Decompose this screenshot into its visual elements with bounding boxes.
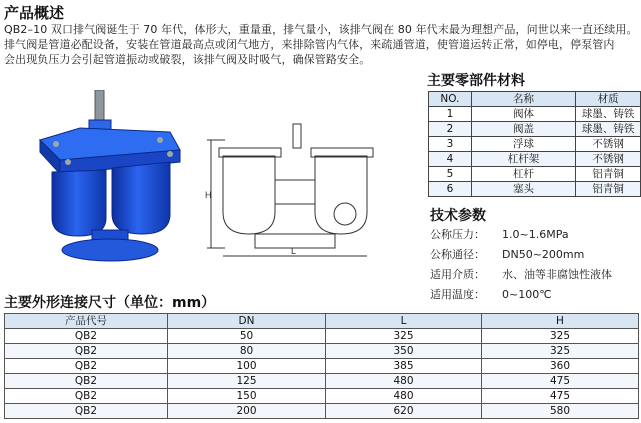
header-dn: DN [168,314,326,329]
cell: 350 [326,344,482,359]
header-l: L [326,314,482,329]
cell: QB2 [5,344,168,359]
cell: 不锈钢 [576,152,641,167]
table-row [429,107,641,122]
cell: QB2 [5,389,168,404]
cell: 铝青铜 [576,182,641,197]
table-row [429,152,641,167]
cell: 1 [429,107,472,122]
spec-label: 适用温度： [430,288,485,301]
cell: 阀盖 [471,122,575,137]
parts-title: 主要零部件材料 [427,73,525,89]
table-row [429,137,641,152]
spec-row [430,225,612,245]
spec-row [430,245,612,265]
valve-photo [20,90,196,262]
table-row [5,374,639,389]
cell: QB2 [5,404,168,419]
cell: 475 [482,389,639,404]
cell: 球墨、铸铁 [576,122,641,137]
cell: 浮球 [471,137,575,152]
specs-list [430,225,612,305]
overview-title: 产品概述 [4,4,65,22]
spec-value: 1.0~1.6MPa [502,228,569,241]
overview-text [4,22,640,67]
dimensions-header-row [5,314,639,329]
spec-value: 水、油等非腐蚀性液体 [502,268,612,281]
spec-label: 适用介质： [430,268,485,281]
table-row [429,182,641,197]
cell: QB2 [5,359,168,374]
cell: 100 [168,359,326,374]
length-dim-label: L [291,246,297,256]
spec-value: 0~100℃ [502,288,552,301]
cell: 125 [168,374,326,389]
height-dim-label: H [205,190,212,200]
cell: 325 [326,329,482,344]
parts-header-row [429,92,641,107]
table-row [429,167,641,182]
spec-row [430,265,612,285]
cell: 4 [429,152,472,167]
cell: 360 [482,359,639,374]
parts-header-name: 名称 [471,92,575,107]
cell: 620 [326,404,482,419]
cell: 塞头 [471,182,575,197]
parts-header-no: NO. [429,92,472,107]
table-row [429,122,641,137]
cell: 480 [326,374,482,389]
cell: 200 [168,404,326,419]
table-row [5,329,639,344]
cell: 385 [326,359,482,374]
cell: 150 [168,389,326,404]
table-row [5,344,639,359]
parts-table [428,91,641,197]
overview-line: QB2–10 双口排气阀诞生于 70 年代，体形大，重量重，排气量小，该排气阀在 80 年代末最为理想产品，问世以来一直还续用。 [4,23,638,36]
table-row [5,404,639,419]
spec-row [430,285,612,305]
cell: 5 [429,167,472,182]
specs-title: 技术参数 [430,208,486,224]
cell: 6 [429,182,472,197]
cell: 80 [168,344,326,359]
cell: 阀体 [471,107,575,122]
cell: 325 [482,344,639,359]
cell: 3 [429,137,472,152]
table-row [5,389,639,404]
cell: 不锈钢 [576,137,641,152]
cell: 杠杆架 [471,152,575,167]
overview-line: 排气阀是管道必配设备，安装在管道最高点或闭气地方，来排除管内气体，来疏通管道，使管道运转正常，如停电，停泵管内 [4,38,615,51]
cell: 杠杆 [471,167,575,182]
valve-drawing [205,120,410,260]
parts-header-material: 材质 [576,92,641,107]
overview-line: 会出现负压力会引起管道振动或破裂，该排气阀及时吸气，确保管路安全。 [4,53,371,66]
cell: 50 [168,329,326,344]
cell: 球墨、铸铁 [576,107,641,122]
spec-label: 公称通径： [430,248,485,261]
cell: QB2 [5,374,168,389]
cell: 铝青铜 [576,167,641,182]
spec-label: 公称压力： [430,228,485,241]
cell: 480 [326,389,482,404]
cell: 475 [482,374,639,389]
header-code: 产品代号 [5,314,168,329]
cell: QB2 [5,329,168,344]
cell: 325 [482,329,639,344]
cell: 2 [429,122,472,137]
spec-value: DN50~200mm [502,248,585,261]
table-row [5,359,639,374]
cell: 580 [482,404,639,419]
dimensions-title: 主要外形连接尺寸（单位：mm） [4,295,216,311]
dimensions-table [4,313,639,419]
header-h: H [482,314,639,329]
